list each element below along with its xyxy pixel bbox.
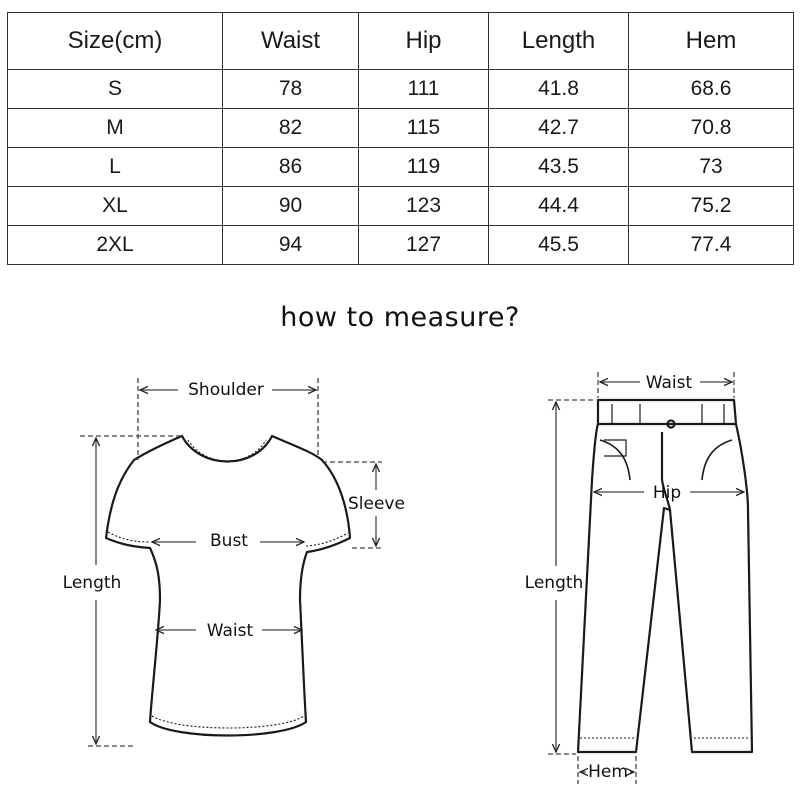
cell-hem: 68.6 [629, 70, 794, 109]
header-length: Length [489, 13, 629, 70]
table-row [8, 187, 794, 226]
cell-size: XL [8, 187, 223, 226]
pants-waist-label: Waist [645, 373, 693, 393]
cell-waist: 90 [223, 187, 359, 226]
size-chart-table [7, 12, 794, 265]
header-waist: Waist [223, 13, 359, 70]
cell-hip: 115 [359, 109, 489, 148]
tshirt-measure-lines [80, 378, 382, 746]
tshirt-drawing [106, 436, 350, 736]
cell-hip: 127 [359, 226, 489, 265]
cell-length: 45.5 [489, 226, 629, 265]
cell-hem: 73 [629, 148, 794, 187]
table-row [8, 109, 794, 148]
cell-waist: 82 [223, 109, 359, 148]
bust-label: Bust [210, 531, 248, 551]
cell-length: 44.4 [489, 187, 629, 226]
tshirt-hem-stitch [152, 716, 304, 728]
measure-title: how to measure? [280, 302, 520, 333]
header-size: Size(cm) [8, 13, 223, 70]
pants-right-pocket [702, 440, 732, 480]
header-hem: Hem [629, 13, 794, 70]
cell-waist: 94 [223, 226, 359, 265]
cell-hip: 111 [359, 70, 489, 109]
cell-hem: 70.8 [629, 109, 794, 148]
cell-hip: 119 [359, 148, 489, 187]
cell-length: 42.7 [489, 109, 629, 148]
tshirt-waist-label: Waist [206, 621, 254, 641]
cell-hem: 77.4 [629, 226, 794, 265]
cell-hem: 75.2 [629, 187, 794, 226]
cell-hip: 123 [359, 187, 489, 226]
table-row [8, 70, 794, 109]
cell-size: 2XL [8, 226, 223, 265]
cell-size: S [8, 70, 223, 109]
cell-length: 43.5 [489, 148, 629, 187]
hem-label: Hem [588, 762, 628, 782]
table-row [8, 148, 794, 187]
sleeve-label: Sleeve [348, 494, 405, 514]
cell-length: 41.8 [489, 70, 629, 109]
shoulder-label: Shoulder [188, 380, 264, 400]
cell-size: M [8, 109, 223, 148]
cell-waist: 78 [223, 70, 359, 109]
tshirt-outline [106, 436, 350, 736]
table-row [8, 226, 794, 265]
measurement-diagram [0, 360, 800, 800]
tshirt-collar-stitch [188, 440, 266, 461]
pants-drawing [578, 400, 752, 752]
tshirt-length-label: Length [62, 573, 122, 593]
tshirt-right-sleeve-stitch [306, 533, 348, 546]
hip-label: Hip [652, 483, 682, 503]
pants-length-label: Length [524, 573, 584, 593]
header-hip: Hip [359, 13, 489, 70]
pants-outline [578, 400, 752, 752]
cell-size: L [8, 148, 223, 187]
table-header-row [8, 13, 794, 70]
cell-waist: 86 [223, 148, 359, 187]
